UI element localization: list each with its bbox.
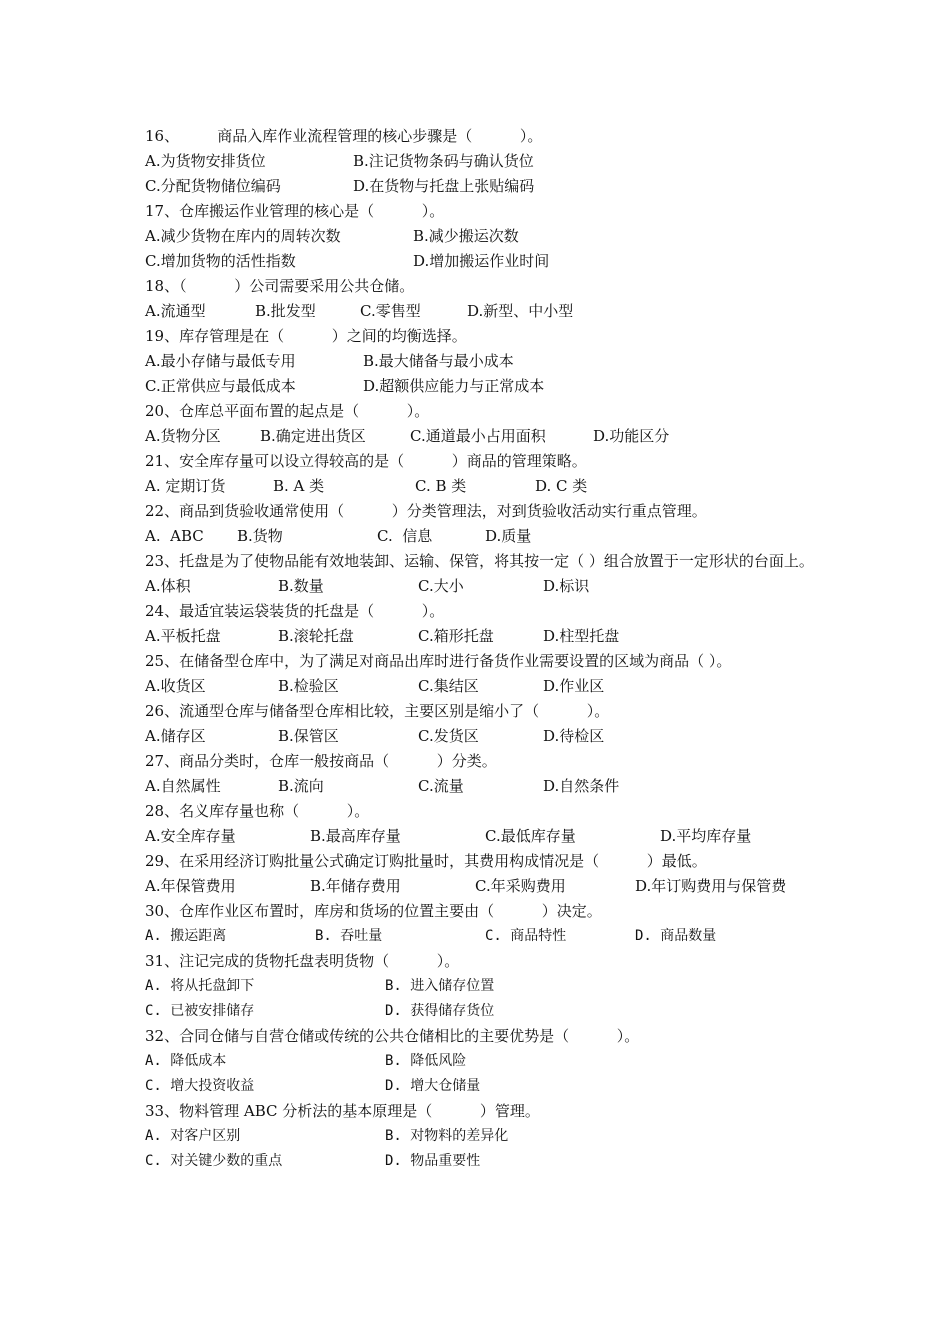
answer-option: C. 信息 xyxy=(377,527,433,545)
answer-option: D. 增大仓储量 xyxy=(385,1078,481,1094)
answer-option: D. 获得储存货位 xyxy=(385,1003,495,1019)
option-row xyxy=(145,774,815,799)
answer-option: B.最高库存量 xyxy=(310,827,401,845)
option-row xyxy=(145,999,815,1024)
answer-option: A.流通型 xyxy=(145,302,206,320)
answer-option: D.超额供应能力与正常成本 xyxy=(363,377,545,395)
answer-option: A.体积 xyxy=(145,577,191,595)
answer-option: C.箱形托盘 xyxy=(418,627,494,645)
answer-option: A.年保管费用 xyxy=(145,877,236,895)
answer-option: D.质量 xyxy=(485,527,532,545)
answer-option: B.货物 xyxy=(237,527,283,545)
option-row xyxy=(145,974,815,999)
option-row xyxy=(145,149,815,174)
question-text: 18、（ ）公司需要采用公共仓储。 xyxy=(145,277,415,295)
answer-option: A. 降低成本 xyxy=(145,1053,227,1069)
answer-option: D. 物品重要性 xyxy=(385,1153,481,1169)
answer-option: A. 搬运距离 xyxy=(145,928,227,944)
answer-option: C.集结区 xyxy=(418,677,479,695)
answer-option: B.滚轮托盘 xyxy=(278,627,354,645)
answer-option: B.数量 xyxy=(278,577,324,595)
answer-option: C. 商品特性 xyxy=(485,928,567,944)
answer-option: C.年采购费用 xyxy=(475,877,566,895)
answer-option: A.最小存储与最低专用 xyxy=(145,352,296,370)
answer-option: D. 商品数量 xyxy=(635,928,717,944)
question-text: 24、最适宜装运袋装货的托盘是（ ）。 xyxy=(145,602,445,620)
answer-option: D.作业区 xyxy=(543,677,605,695)
option-row xyxy=(145,1049,815,1074)
option-row xyxy=(145,174,815,199)
answer-option: A.安全库存量 xyxy=(145,827,236,845)
answer-option: C. 增大投资收益 xyxy=(145,1078,255,1094)
answer-option: A.收货区 xyxy=(145,677,206,695)
option-row xyxy=(145,1124,815,1149)
answer-option: A. 定期订货 xyxy=(145,477,226,495)
question-list xyxy=(145,124,815,1174)
option-row xyxy=(145,824,815,849)
option-row xyxy=(145,249,815,274)
answer-option: B. 对物料的差异化 xyxy=(385,1128,509,1144)
answer-option: B. 进入储存位置 xyxy=(385,978,495,994)
answer-option: D.平均库存量 xyxy=(660,827,752,845)
answer-option: D.标识 xyxy=(543,577,590,595)
answer-option: B.保管区 xyxy=(278,727,339,745)
answer-option: B. 降低风险 xyxy=(385,1053,467,1069)
answer-option: D.待检区 xyxy=(543,727,605,745)
answer-option: C.通道最小占用面积 xyxy=(410,427,546,445)
answer-option: C.分配货物储位编码 xyxy=(145,177,281,195)
question-text: 30、仓库作业区布置时，库房和货场的位置主要由（ ）决定。 xyxy=(145,902,602,920)
answer-option: D.自然条件 xyxy=(543,777,620,795)
option-row xyxy=(145,924,815,949)
answer-option: C. B 类 xyxy=(415,477,467,495)
answer-option: D.柱型托盘 xyxy=(543,627,620,645)
answer-option: D. C 类 xyxy=(535,477,588,495)
answer-option: A.减少货物在库内的周转次数 xyxy=(145,227,341,245)
answer-option: B. A 类 xyxy=(273,477,325,495)
answer-option: B.批发型 xyxy=(255,302,316,320)
question-text: 28、名义库存量也称（ ）。 xyxy=(145,802,370,820)
answer-option: A.平板托盘 xyxy=(145,627,221,645)
answer-option: A.储存区 xyxy=(145,727,206,745)
option-row xyxy=(145,424,815,449)
option-row xyxy=(145,574,815,599)
option-row xyxy=(145,724,815,749)
answer-option: A.为货物安排货位 xyxy=(145,152,266,170)
answer-option: B.减少搬运次数 xyxy=(413,227,519,245)
option-row xyxy=(145,674,815,699)
question-text: 32、合同仓储与自营仓储或传统的公共仓储相比的主要优势是（ ）。 xyxy=(145,1027,640,1045)
answer-option: D.在货物与托盘上张贴编码 xyxy=(353,177,535,195)
option-row xyxy=(145,474,815,499)
answer-option: B.注记货物条码与确认货位 xyxy=(353,152,534,170)
answer-option: C. 已被安排储存 xyxy=(145,1003,255,1019)
option-row xyxy=(145,349,815,374)
answer-option: D.增加搬运作业时间 xyxy=(413,252,550,270)
answer-option: D.功能区分 xyxy=(593,427,670,445)
answer-option: C.增加货物的活性指数 xyxy=(145,252,296,270)
question-text: 25、在储备型仓库中，为了满足对商品出库时进行备货作业需要设置的区域为商品（ ）。 xyxy=(145,652,732,670)
answer-option: C.大小 xyxy=(418,577,464,595)
option-row xyxy=(145,1149,815,1174)
answer-option: A. 将从托盘卸下 xyxy=(145,978,255,994)
answer-option: C.正常供应与最低成本 xyxy=(145,377,296,395)
question-text: 26、流通型仓库与储备型仓库相比较，主要区别是缩小了（ ）。 xyxy=(145,702,610,720)
question-text: 19、库存管理是在（ ）之间的均衡选择。 xyxy=(145,327,467,345)
option-row xyxy=(145,299,815,324)
option-row xyxy=(145,524,815,549)
question-text: 29、在采用经济订购批量公式确定订购批量时，其费用构成情况是（ ）最低。 xyxy=(145,852,707,870)
answer-option: C.零售型 xyxy=(360,302,421,320)
option-row xyxy=(145,224,815,249)
question-text: 16、 商品入库作业流程管理的核心步骤是（ ）。 xyxy=(145,127,543,145)
option-row xyxy=(145,874,815,899)
answer-option: B.最大储备与最小成本 xyxy=(363,352,514,370)
answer-option: C.流量 xyxy=(418,777,464,795)
answer-option: C.发货区 xyxy=(418,727,479,745)
answer-option: C. 对关键少数的重点 xyxy=(145,1153,283,1169)
question-text: 27、商品分类时，仓库一般按商品（ ）分类。 xyxy=(145,752,497,770)
question-text: 31、注记完成的货物托盘表明货物（ ）。 xyxy=(145,952,460,970)
answer-option: C.最低库存量 xyxy=(485,827,576,845)
answer-option: B.年储存费用 xyxy=(310,877,401,895)
answer-option: B.流向 xyxy=(278,777,324,795)
answer-option: B. 吞吐量 xyxy=(315,928,383,944)
answer-option: A.货物分区 xyxy=(145,427,221,445)
question-text: 22、商品到货验收通常使用（ ）分类管理法，对到货验收活动实行重点管理。 xyxy=(145,502,707,520)
answer-option: B.检验区 xyxy=(278,677,339,695)
answer-option: A.自然属性 xyxy=(145,777,221,795)
question-text: 23、托盘是为了使物品能有效地装卸、运输、保管，将其按一定（ ）组合放置于一定形状的台面上。 xyxy=(145,552,814,570)
answer-option: D.年订购费用与保管费 xyxy=(635,877,787,895)
question-text: 20、仓库总平面布置的起点是（ ）。 xyxy=(145,402,430,420)
answer-option: D.新型、中小型 xyxy=(467,302,574,320)
answer-option: A. ABC xyxy=(145,527,204,545)
answer-option: A. 对客户区别 xyxy=(145,1128,241,1144)
question-text: 33、物料管理 ABC 分析法的基本原理是（ ）管理。 xyxy=(145,1102,540,1120)
option-row xyxy=(145,1074,815,1099)
question-text: 21、安全库存量可以设立得较高的是（ ）商品的管理策略。 xyxy=(145,452,587,470)
option-row xyxy=(145,374,815,399)
answer-option: B.确定进出货区 xyxy=(260,427,366,445)
question-text: 17、仓库搬运作业管理的核心是（ ）。 xyxy=(145,202,445,220)
option-row xyxy=(145,624,815,649)
